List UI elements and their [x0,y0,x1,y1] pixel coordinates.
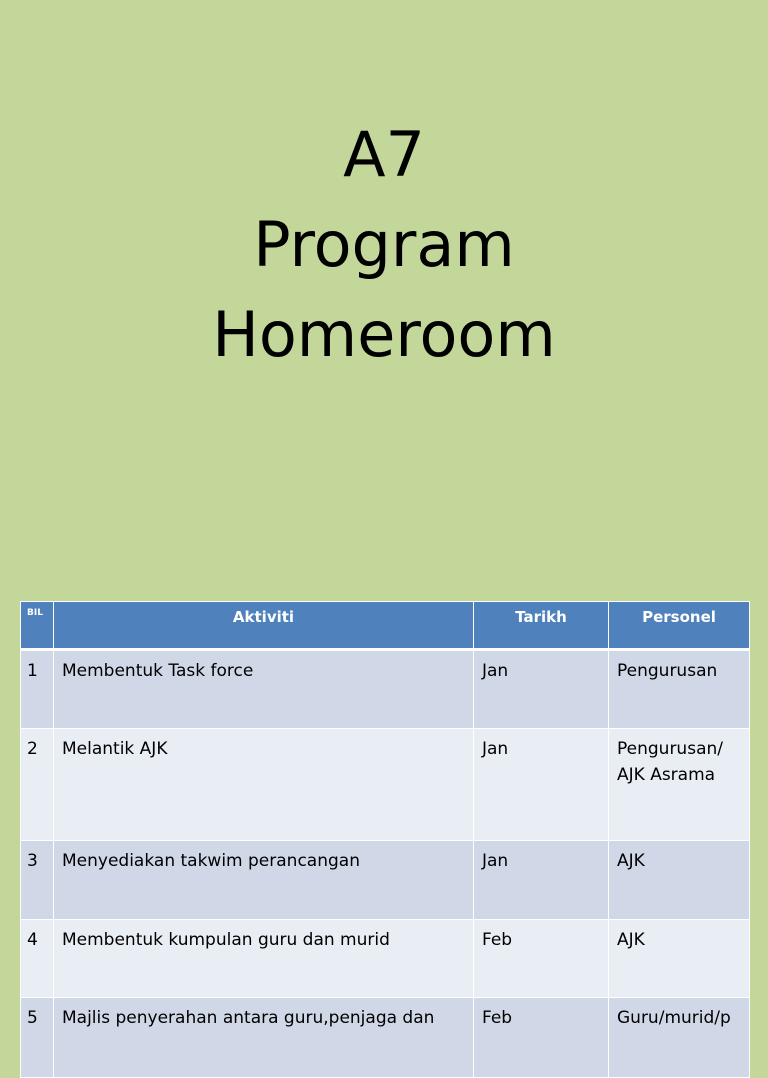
cell-bil: 5 [21,998,54,1078]
cell-aktiviti: Menyediakan takwim perancangan [54,841,474,920]
title-line-code: A7 [343,118,425,191]
cell-personel: AJK [609,841,750,920]
title-line-program: Program [253,208,515,281]
title-line-homeroom: Homeroom [212,298,556,371]
activity-table [20,601,749,1078]
cell-personel: Guru/murid/p [609,998,750,1078]
table-row [21,920,750,998]
cell-personel: AJK [609,920,750,998]
cell-bil: 4 [21,920,54,998]
cell-aktiviti: Majlis penyerahan antara guru,penjaga dan [54,998,474,1078]
header-aktiviti: Aktiviti [54,602,474,650]
cell-aktiviti: Membentuk kumpulan guru dan murid [54,920,474,998]
header-personel: Personel [609,602,750,650]
table-row [21,998,750,1078]
cell-aktiviti: Membentuk Task force [54,650,474,729]
cell-personel: Pengurusan/ AJK Asrama [609,729,750,841]
header-tarikh: Tarikh [474,602,609,650]
table-row [21,650,750,729]
cell-aktiviti: Melantik AJK [54,729,474,841]
cell-tarikh: Feb [474,920,609,998]
table-row [21,729,750,841]
table-header-row [21,602,750,650]
cell-bil: 2 [21,729,54,841]
cell-tarikh: Feb [474,998,609,1078]
header-bil: BIL [21,602,54,650]
cell-bil: 3 [21,841,54,920]
cell-tarikh: Jan [474,650,609,729]
cell-bil: 1 [21,650,54,729]
slide-title [0,110,768,380]
cell-tarikh: Jan [474,841,609,920]
cell-personel: Pengurusan [609,650,750,729]
activity-table-grid [20,601,750,1078]
table-row [21,841,750,920]
cell-tarikh: Jan [474,729,609,841]
